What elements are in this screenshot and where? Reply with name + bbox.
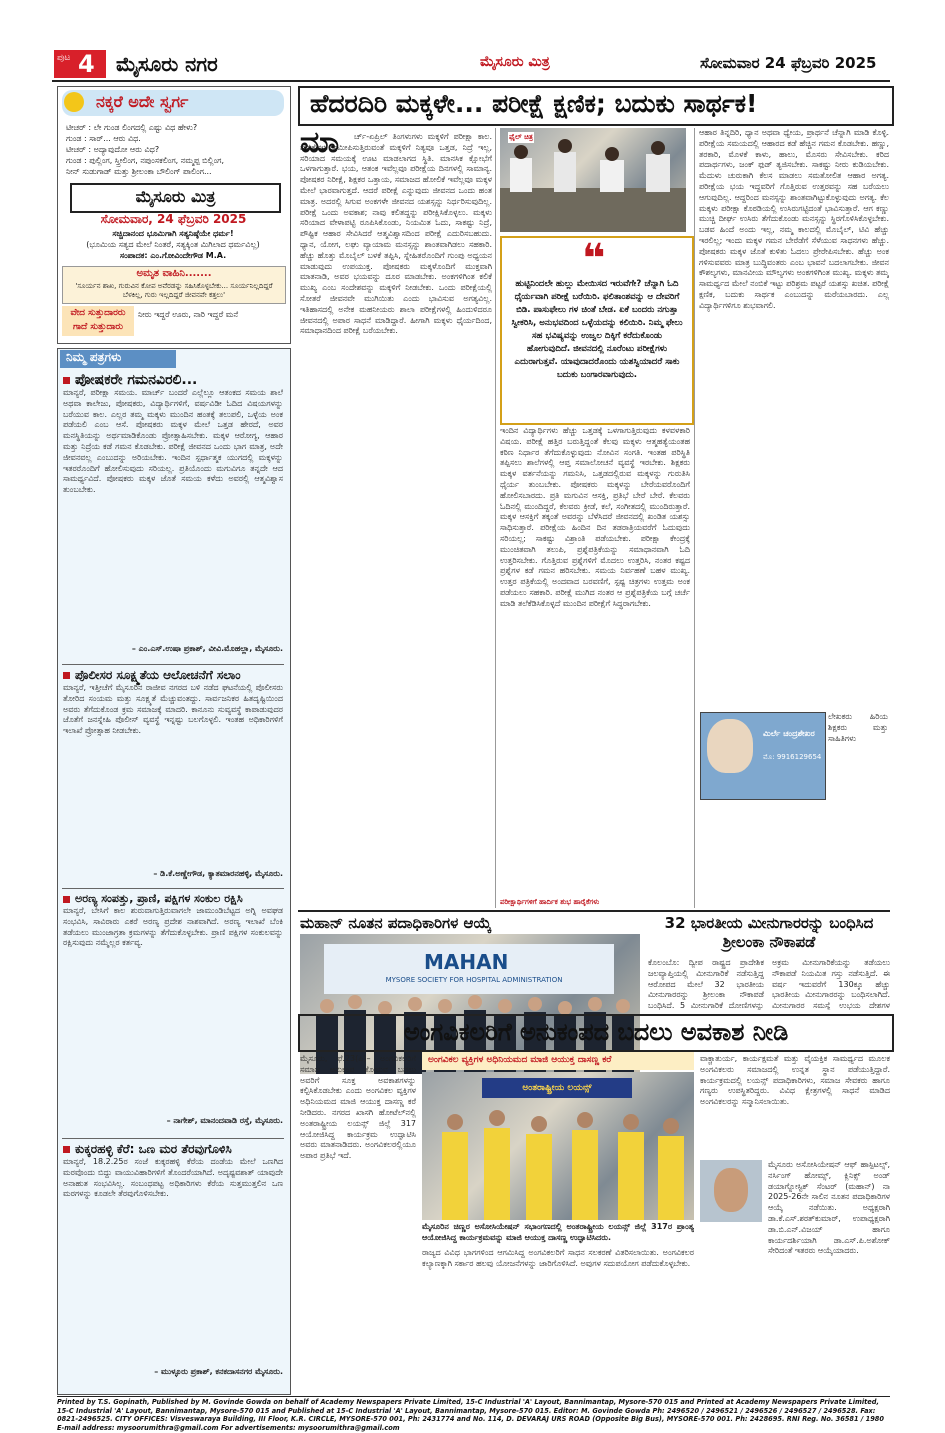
page-number-box bbox=[54, 50, 106, 78]
joke-line: ನೀನ್ ಸುಡುಗಾಡ್ ಮತ್ತು ಶ್ರೀಲಂಕಾ ಬೌಲಿಂಗ್ ಪಾಲಿಂಗ... bbox=[66, 167, 212, 176]
smiley-icon bbox=[64, 92, 84, 112]
pull-quote bbox=[500, 236, 694, 425]
letter-title: ಕುಕ್ಕರಹಳ್ಳಿ ಕೆರೆ: ಒಣ ಮರ ತೆರವುಗೊಳಿಸಿ bbox=[63, 1142, 283, 1157]
divider bbox=[62, 664, 284, 665]
letter-4 bbox=[63, 1142, 283, 1378]
imprint-footer: Printed by T.S. Gopinath, Published by M. Govinde Gowda on behalf of Academy Newspapers Private Limited, 15-C Industrial 'A' Layout, Bannimantap, Mysore-570 015 and Printed at Academy Newspapers Private Limited, 15-C Industrial 'A' Layout, Bannimantap, Mysore-570 015 and Published at 15-C Industrial 'A' Layout, Bannimantap, Mysore-570 015. Editor: M. Govinde Gowda Ph: 2496520 / 2496521 / 2496526 / 2496527 / 2496528. Fax: 0821-2496525. CITY OFFICES: Visveswaraya Building, III Floor, K.R. CIRCLE, MYSORE-570 001, Ph: 2431774 and No. 114, D. DEVARAJ URS ROAD (Opposite Big Bus), MYSORE-570 001. Ph: 2428695. RNI Reg. No. 36581 / 1980 E-mail address: mysoorumithra@gmail.com For advertisements: mysoorumithra@gmail.com bbox=[57, 1398, 884, 1433]
letters-heading: ನಿಮ್ಮ ಪತ್ರಗಳು bbox=[60, 350, 176, 368]
lions-event-photo bbox=[422, 1072, 694, 1220]
dignitary-face bbox=[714, 1168, 748, 1212]
author-name: ಮಿರ್ಲೆ ಚಂದ್ರಶೇಖರ bbox=[763, 729, 815, 738]
lions-people-illustration bbox=[422, 1072, 694, 1220]
letter-body: ಮಾನ್ಯರೆ, 18.2.25ರ ಸಂಜೆ ಕುಕ್ಕರಹಳ್ಳಿ ಕೆರೆಯ ದಂಡೆಯ ಮೇಲೆ ಒಣಗಿದ ಮರವೊಂದು ಬಿದ್ದು ವಾಯುವಿಹಾರಿಗಳಿಗೆ ತೊಂದರೆಯಾಗಿದೆ. ಅದೃಷ್ಟವಶಾತ್ ಯಾವುದೇ ಅನಾಹುತ ಸಂಭವಿಸಿಲ್ಲ. ಸಂಬಂಧಪಟ್ಟ ಅಧಿಕಾರಿಗಳು ಕೆರೆಯ ಸುತ್ತಮುತ್ತಲಿನ ಒಣ ಮರಗಳನ್ನು ಕೂಡಲೇ ತೆರವುಗೊಳಿಸಬೇಕು. bbox=[63, 1157, 283, 1199]
lead-headline-box bbox=[298, 86, 894, 126]
disability-col2: ರಾಜ್ಯದ ವಿವಿಧ ಭಾಗಗಳಿಂದ ಆಗಮಿಸಿದ್ದ ಅಂಗವಿಕಲರಿಗೆ ಸಾಧನ ಸಲಕರಣೆ ವಿತರಿಸಲಾಯಿತು. ಅಂಗವಿಕಲರ ಕಲ್ಯಾಣಕ್ಕಾಗಿ ಸರ್ಕಾರ ಹಲವು ಯೋಜನೆಗಳನ್ನು ಜಾರಿಗೊಳಿಸಿದೆ. ಅವುಗಳ ಸದುಪಯೋಗ ಪಡೆದುಕೊಳ್ಳಬೇಕು. bbox=[422, 1248, 694, 1268]
masthead-date: ಸೋಮವಾರ, 24 ಫೆಬ್ರವರಿ 2025 bbox=[100, 212, 247, 226]
letter-1 bbox=[63, 372, 283, 655]
quote-mark-icon: ❝ bbox=[582, 236, 606, 282]
joke-text bbox=[66, 122, 282, 177]
lions-photo-caption: ಮೈಸೂರಿನ ಚಿಣ್ಣರ ಅಸೋಸಿಯೇಷನ್ ಸಭಾಂಗಣದಲ್ಲಿ ಅಂತರಾಷ್ಟ್ರೀಯ ಲಯನ್ಸ್ ಜಿಲ್ಲೆ 317ರ ಪ್ರಾಂತ್ಯ ಆಯೋಜಿಸಿದ್ದ ಕಾರ್ಯಕ್ರಮವನ್ನು ಮಾಜಿ ಆಯುಕ್ತ ದಾಸಣ್ಣ ಉದ್ಘಾಟಿಸಿದರು. bbox=[422, 1222, 694, 1242]
disability-col3: ವಾಕ್ಚಾತುರ್ಯ, ಕಾರ್ಯಕ್ಷಮತೆ ಮತ್ತು ವೈಯಕ್ತಿಕ ಸಾಮರ್ಥ್ಯದ ಮೂಲಕ ಅಂಗವಿಕಲರು ಸಮಾಜದಲ್ಲಿ ಉನ್ನತ ಸ್ಥಾನ ಪಡೆಯುತ್ತಿದ್ದಾರೆ. ಕಾರ್ಯಕ್ರಮದಲ್ಲಿ ಲಯನ್ಸ್ ಪದಾಧಿಕಾರಿಗಳು, ಸಮಾಜ ಸೇವಕರು ಹಾಗೂ ಗಣ್ಯರು ಉಪಸ್ಥಿತರಿದ್ದರು. ವಿವಿಧ ಕ್ಷೇತ್ರಗಳಲ್ಲಿ ಸಾಧನೆ ಮಾಡಿದ ಅಂಗವಿಕಲರನ್ನು ಸನ್ಮಾನಿಸಲಾಯಿತು. bbox=[700, 1054, 890, 1107]
column-rule bbox=[495, 128, 496, 908]
author-phone: ಮೊ: 9916129654 bbox=[763, 753, 822, 761]
nakkare-title: ನಕ್ಕರೆ ಅದೇ ಸ್ವರ್ಗ bbox=[96, 92, 189, 111]
motto bbox=[62, 228, 284, 261]
exam-hall-photo bbox=[500, 128, 686, 232]
pull-quote-text: ಹುಟ್ಟಿನಿಂದಲೇ ಹುಲ್ಲು ಮೇಯಿಸದ ಇರುವೆಗೇ? ಚೆನ್ನಾಗಿ ಓದಿ ಧೈರ್ಯವಾಗಿ ಪರೀಕ್ಷೆ ಬರೆಯಿರಿ. ಫಲಿತಾಂಶವನ್ನು ಆ ದೇವರಿಗೆ ಬಿಡಿ. ಪಾಸುಫೇಲು ಗಳ ಚಿಂತೆ ಬೇಡ. ಏಕೆ ಬಂದರು ನಗುತ್ತಾ ಸ್ವೀಕರಿಸಿ, ಅನುಭವದಿಂದ ಒಳ್ಳೆಯದನ್ನು ಕಲಿಯಿರಿ. ನಿಮ್ಮ ಫೇಲು ಸಹ ಭವಿಷ್ಯವನ್ನು ಉಜ್ವಲ ದಿಕ್ಕಿಗೆ ಕರೆದುಕೊಂಡು ಹೋಗುವುದಿದೆ. ಜೀವನದಲ್ಲಿ ನೂರೆಂಟು ಪರೀಕ್ಷೆಗಳು ಎದುರಾಗುತ್ತವೆ. ಯಾವುದಾದರೊಂದು ಯಶಸ್ವಿಯಾದರೆ ಸಾಕು ಬದುಕು ಬಂಗಾರವಾಗುವುದು. bbox=[511, 279, 683, 380]
fishermen-title: 32 ಭಾರತೀಯ ಮೀನುಗಾರರನ್ನು ಬಂಧಿಸಿದ ಶ್ರೀಲಂಕಾ ನೌಕಾಪಡೆ bbox=[664, 914, 874, 951]
issue-date: ಸೋಮವಾರ 24 ಫೆಬ್ರವರಿ 2025 bbox=[700, 54, 877, 72]
divider bbox=[62, 888, 284, 889]
drop-cap-letter: ಮಾ bbox=[300, 125, 340, 160]
mahan-title: ಮಹಾನ್ ನೂತನ ಪದಾಧಿಕಾರಿಗಳ ಆಯ್ಕೆ bbox=[300, 914, 492, 932]
masthead-small: ಮೈಸೂರು ಮಿತ್ರ bbox=[480, 54, 550, 70]
disability-headline-box bbox=[298, 1014, 894, 1052]
page-label: ಪುಟ bbox=[57, 53, 71, 63]
proverb-label: ವೇದ ಸುತ್ತುದಾರರು ಗಾದೆ ಸುತ್ತುದಾರು bbox=[62, 306, 134, 336]
joke-line: ಟೀಚರ್ : ಲೇ ಗುಂಡ ಲಿಂಗದಲ್ಲಿ ಎಷ್ಟು ವಿಧ ಹೇಳು? bbox=[66, 123, 198, 132]
letter-2 bbox=[63, 668, 283, 880]
motto-line: ಸಚ್ಚಿದಾನಂದ ಭೂಮಿಗಾಗಿ ಸತ್ಯನಿಷ್ಠೆಯೇ ಧರ್ಮ! bbox=[112, 229, 234, 238]
disability-col3-cont: ಮೈಸೂರು ಅಸೋಸಿಯೇಷನ್ ಆಫ್ ಹಾಸ್ಪಿಟಲ್ಸ್, ನರ್ಸಿಂಗ್ ಹೋಮ್ಸ್, ಕ್ಲಿನಿಕ್ಸ್ ಅಂಡ್ ಡಯಾಗ್ನೋಸ್ಟಿಕ್ ಸೆಂಟರ್ (ಮಹಾನ್) ನಾ 2025-26ನೇ ಸಾಲಿನ ನೂತನ ಪದಾಧಿಕಾರಿಗಳ ಆಯ್ಕೆ ನಡೆಯಿತು. ಅಧ್ಯಕ್ಷರಾಗಿ ಡಾ.ಕೆ.ಎಸ್.ಶರತ್‌ಕುಮಾರ್, ಉಪಾಧ್ಯಕ್ಷರಾಗಿ ಡಾ.ಬಿ.ಎನ್.ವಿಜಯ್ ಹಾಗೂ ಕಾರ್ಯದರ್ಶಿಯಾಗಿ ಡಾ.ಎಸ್.ಪಿ.ಅಶೋಕ್ ಸೇರಿದಂತೆ ಇತರರು ಆಯ್ಕೆಯಾದರು. bbox=[768, 1160, 890, 1256]
masthead-box-title: ಮೈಸೂರು ಮಿತ್ರ bbox=[135, 187, 216, 206]
page-number: 4 bbox=[78, 50, 95, 78]
author-note: ಲೇಖಕರು ಹಿರಿಯ ಶಿಕ್ಷಕರು ಮತ್ತು ಸಾಹಿತಿಗಳು bbox=[828, 712, 888, 743]
fishermen-title-box bbox=[648, 914, 890, 952]
lead-article-col2: ಇಂದಿನ ವಿದ್ಯಾರ್ಥಿಗಳು ಹೆಚ್ಚು ಒತ್ತಡಕ್ಕೆ ಒಳಗಾಗುತ್ತಿರುವುದು ಕಳವಳಕಾರಿ ವಿಷಯ. ಪರೀಕ್ಷೆ ಹತ್ತಿರ ಬರುತ್ತಿದ್ದಂತೆ ಕೆಲವು ಮಕ್ಕಳು ಆತ್ಮಹತ್ಯೆಯಂತಹ ಕಠಿಣ ನಿರ್ಧಾರ ತೆಗೆದುಕೊಳ್ಳುವುದು ನೋವಿನ ಸಂಗತಿ. ಇಂತಹ ಪರಿಸ್ಥಿತಿ ತಪ್ಪಿಸಲು ಶಾಲೆಗಳಲ್ಲಿ ಆಪ್ತ ಸಮಾಲೋಚನೆ ವ್ಯವಸ್ಥೆ ಇರಬೇಕು. ಶಿಕ್ಷಕರು ಮಕ್ಕಳ ವರ್ತನೆಯನ್ನು ಗಮನಿಸಿ, ಒತ್ತಡದಲ್ಲಿರುವ ಮಕ್ಕಳನ್ನು ಗುರುತಿಸಿ ಧೈರ್ಯ ತುಂಬಬೇಕು. ಪೋಷಕರು ಮಕ್ಕಳನ್ನು ಬೇರೆಯವರೊಂದಿಗೆ ಹೋಲಿಸಬಾರದು. ಪ್ರತಿ ಮಗುವಿನ ಆಸಕ್ತಿ, ಪ್ರತಿಭೆ ಬೇರೆ ಬೇರೆ. ಕೆಲವರು ಓದಿನಲ್ಲಿ ಮುಂದಿದ್ದರೆ, ಕೆಲವರು ಕ್ರೀಡೆ, ಕಲೆ, ಸಂಗೀತದಲ್ಲಿ ಮುಂದಿರುತ್ತಾರೆ. ಮಕ್ಕಳ ಆಸಕ್ತಿಗೆ ತಕ್ಕಂತೆ ಅವರನ್ನು ಬೆಳೆಸಿದರೆ ಜೀವನದಲ್ಲಿ ಖಂಡಿತ ಯಶಸ್ಸು ಸಾಧಿಸುತ್ತಾರೆ. ಪರೀಕ್ಷೆಯ ಹಿಂದಿನ ದಿನ ತಡರಾತ್ರಿಯವರೆಗೆ ಓದುವುದು ಸರಿಯಲ್ಲ; ಸಾಕಷ್ಟು ವಿಶ್ರಾಂತಿ ಪಡೆಯಬೇಕು. ಪರೀಕ್ಷಾ ಕೇಂದ್ರಕ್ಕೆ ಮುಂಚಿತವಾಗಿ ತಲುಪಿ, ಪ್ರಶ್ನೆಪತ್ರಿಕೆಯನ್ನು ಸಮಾಧಾನವಾಗಿ ಓದಿ ಉತ್ತರಿಸಬೇಕು. ಗೊತ್ತಿರುವ ಪ್ರಶ್ನೆಗಳಿಗೆ ಮೊದಲು ಉತ್ತರಿಸಿ, ನಂತರ ಕಷ್ಟದ ಪ್ರಶ್ನೆಗಳ ಕಡೆ ಗಮನ ಹರಿಸಬೇಕು. ಸಮಯ ನಿರ್ವಹಣೆ ಬಹಳ ಮುಖ್ಯ. ಉತ್ತರ ಪತ್ರಿಕೆಯಲ್ಲಿ ಅಂದವಾದ ಬರವಣಿಗೆ, ಸ್ಪಷ್ಟ ಚಿತ್ರಗಳು ಉತ್ತಮ ಅಂಕ ಪಡೆಯಲು ಸಹಕಾರಿ. ಪರೀಕ್ಷೆ ಮುಗಿದ ನಂತರ ಆ ಪ್ರಶ್ನೆಪತ್ರಿಕೆಯ ಬಗ್ಗೆ ಚರ್ಚೆ ಮಾಡಿ ತಲೆಕೆಡಿಸಿಕೊಳ್ಳದೆ ಮುಂದಿನ ಪರೀಕ್ಷೆಗೆ ಸಿದ್ಧರಾಗಬೇಕು. bbox=[500, 426, 690, 608]
disability-headline: ಅಂಗವಿಕಲರಿಗೆ ಅನುಕಂಪದ ಬದಲು ಅವಕಾಶ ನೀಡಿ bbox=[403, 1018, 789, 1046]
mahan-banner-title: MAHAN bbox=[424, 950, 509, 974]
editor-line: ಸಂಪಾದಕ: ಎಂ.ಗೋವಿಂದೇಗೌಡ M.A. bbox=[119, 251, 227, 260]
proverb-box bbox=[62, 306, 284, 336]
dignitary-photo bbox=[700, 1160, 762, 1222]
column-rule bbox=[694, 128, 695, 908]
letter-signature: – ಡಿ.ಕೆ.ಅಣ್ಣೇಗೌಡ, ಕ್ಯಾತಮಾರನಹಳ್ಳಿ, ಮೈಸೂರು. bbox=[153, 869, 283, 878]
stage-banner: ಅಂತರಾಷ್ಟ್ರೀಯ ಲಯನ್ಸ್ bbox=[482, 1078, 632, 1098]
disability-kicker: ಅಂಗವಿಕಲ ವ್ಯಕ್ತಿಗಳ ಅಧಿನಿಯಮದ ಮಾಜಿ ಆಯುಕ್ತ ದಾಸಣ್ಣ ಕರೆ bbox=[428, 1055, 612, 1065]
masthead-box bbox=[70, 183, 281, 213]
author-photo bbox=[707, 719, 753, 773]
disability-kicker-box bbox=[422, 1052, 694, 1070]
amrutha-quote: 'ಸೂರ್ಯನ ಶಾಖ, ಗುರುವಿನ ಕೋಪ ಅವೆರಡನ್ನು ಸಹಿಸಿಕೊಳ್ಳಬೇಕು... ಸೂರ್ಯನಿಲ್ಲದಿದ್ದರೆ ಬೆಳಕಿಲ್ಲ, ಗುರು ಇಲ್ಲದಿದ್ದರೆ ಜೀವನವೇ ಕತ್ತಲು' bbox=[75, 282, 273, 299]
lead-article-col1: ರ್ಚ್-ಏಪ್ರಿಲ್ ತಿಂಗಳುಗಳು ಮಕ್ಕಳಿಗೆ ಪರೀಕ್ಷಾ ಕಾಲ. ಪರೀಕ್ಷೆಗಳು ಸಮೀಪಿಸುತ್ತಿರುವಂತೆ ಮಕ್ಕಳಿಗೆ ನಿತ್ಯವೂ ಒತ್ತಡ, ನಿದ್ರೆ ಇಲ್ಲ, ಸರಿಯಾದ ಸಮಯಕ್ಕೆ ಊಟ ಮಾಡಲಾಗದ ಸ್ಥಿತಿ. ಮಾನಸಿಕ ಕ್ಷೋಭೆಗೆ ಒಳಗಾಗುತ್ತಾರೆ. ಭಯ, ಆತಂಕ ಇವೆಲ್ಲವೂ ಪರೀಕ್ಷೆಯ ದಿನಗಳಲ್ಲಿ ಸಾಮಾನ್ಯ. ಪೋಷಕರ ನಿರೀಕ್ಷೆ, ಶಿಕ್ಷಕರ ಒತ್ತಾಯ, ಸಮಾಜದ ಹೋಲಿಕೆ ಇವೆಲ್ಲವೂ ಮಕ್ಕಳ ಮೇಲೆ ಭಾರವಾಗುತ್ತದೆ. ಆದರೆ ಪರೀಕ್ಷೆ ಎನ್ನುವುದು ಜೀವನದ ಒಂದು ಹಂತ ಮಾತ್ರ. ಅದರಲ್ಲಿ ಸಿಗುವ ಅಂಕಗಳೇ ಜೀವನದ ಯಶಸ್ಸನ್ನು ನಿರ್ಧರಿಸುವುದಿಲ್ಲ. ಪರೀಕ್ಷೆ ಒಂದು ಅವಕಾಶ; ನಾವು ಕಲಿತದ್ದನ್ನು ಪರೀಕ್ಷಿಸಿಕೊಳ್ಳಲು. ಮಕ್ಕಳು ಸರಿಯಾದ ವೇಳಾಪಟ್ಟಿ ರೂಪಿಸಿಕೊಂಡು, ನಿಯಮಿತ ಓದು, ಸಾಕಷ್ಟು ನಿದ್ರೆ, ಪೌಷ್ಟಿಕ ಆಹಾರ ಸೇವಿಸಿದರೆ ಆತ್ಮವಿಶ್ವಾಸದಿಂದ ಪರೀಕ್ಷೆ ಎದುರಿಸಬಹುದು. ಧ್ಯಾನ, ಯೋಗ, ಲಘು ವ್ಯಾಯಾಮ ಮನಸ್ಸನ್ನು ಶಾಂತವಾಗಿಡಲು ಸಹಕಾರಿ. ಹೆಚ್ಚು ಹೊತ್ತು ಮೊಬೈಲ್ ಬಳಕೆ ತಪ್ಪಿಸಿ, ಸ್ನೇಹಿತರೊಂದಿಗೆ ಗುಂಪು ಅಧ್ಯಯನ ಮಾಡುವುದು ಉಪಯುಕ್ತ. ಪೋಷಕರು ಮಕ್ಕಳೊಂದಿಗೆ ಮುಕ್ತವಾಗಿ ಮಾತನಾಡಿ, ಅವರ ಭಯವನ್ನು ದೂರ ಮಾಡಬೇಕು. ಅಂಕಗಳಿಗಿಂತ ಕಲಿಕೆ ಮುಖ್ಯ ಎಂಬ ಸಂದೇಶವನ್ನು ಮಕ್ಕಳಿಗೆ ನೀಡಬೇಕು. ಒಂದು ಪರೀಕ್ಷೆಯಲ್ಲಿ ಸೋತರೆ ಜೀವನವೇ ಮುಗಿಯಿತು ಎಂದು ಭಾವಿಸುವ ಅಗತ್ಯವಿಲ್ಲ. ಇತಿಹಾಸದಲ್ಲಿ ಅನೇಕ ಮಹನೀಯರು ಶಾಲಾ ಪರೀಕ್ಷೆಗಳಲ್ಲಿ ಹಿಂದುಳಿದರೂ ಜೀವನದಲ್ಲಿ ಅಪಾರ ಸಾಧನೆ ಮಾಡಿದ್ದಾರೆ. ಹೀಗಾಗಿ ಮಕ್ಕಳು ಧೈರ್ಯದಿಂದ, ಸಮಾಧಾನದಿಂದ ಪರೀಕ್ಷೆ ಬರೆಯಬೇಕು. bbox=[300, 132, 492, 336]
footer-rule bbox=[57, 1396, 890, 1397]
lead-footer-caption: ಪರೀಕ್ಷಾರ್ಥಿಗಳಿಗೆ ಹಾರ್ದಿಕ ಶುಭ ಹಾರೈಕೆಗಳು bbox=[500, 898, 600, 906]
joke-line: ಗುಂಡ : ಪುಲ್ಲಿಂಗ, ಸ್ತ್ರೀಲಿಂಗ, ನಪುಂಸಕಲಿಂಗ, ನಮ್ಮಪ್ಪ ಬಿಲ್ಲಿಂಗ, bbox=[66, 156, 225, 165]
amrutha-title: ಅಮೃತ ವಾಹಿನಿ....... bbox=[136, 268, 212, 279]
fishermen-col1: ಕೊಲಂಬೊ: ದ್ವೀಪ ರಾಷ್ಟ್ರದ ಪ್ರಾದೇಶಿಕ ಜಲವ್ಯಾಪ್ತಿಯಲ್ಲಿ ಮೀನುಗಾರಿಕೆ ನಡೆಸುತ್ತಿದ್ದ ಆರೋಪದ ಮೇಲೆ 32 ಭಾರತೀಯ ಮೀನುಗಾರರನ್ನು ಶ್ರೀಲಂಕಾ ನೌಕಾಪಡೆ ಬಂಧಿಸಿದೆ. 5 ಮೀನುಗಾರಿಕೆ ದೋಣಿಗಳನ್ನು bbox=[648, 958, 764, 1010]
letter-body: ಮಾನ್ಯರೆ, ಪರೀಕ್ಷಾ ಸಮಯ. ಮಾರ್ಚ್ ಬಂದರೆ ಎಲ್ಲೆಲ್ಲೂ ಆತಂಕದ ಸಮಯ ಶಾಲೆ ಅಥವಾ ಕಾಲೇಜು, ಪೋಷಕರು, ವಿದ್ಯಾರ್ಥಿಗಳಿಗೆ, ವರ್ಷವಿಡೀ ಓದಿದ ವಿಷಯಗಳನ್ನು ಬರೆಯುವ ಕಾಲ. ಎಲ್ಲರ ತಮ್ಮ ಮಕ್ಕಳು ಮುಂದಿನ ಹಂತಕ್ಕೆ ತಲುಪಲಿ, ಒಳ್ಳೆಯ ಅಂಕ ಪಡೆಯಲಿ ಎಂಬ ಆಸೆ. ಪೋಷಕರು ಮಕ್ಕಳ ಮೇಲೆ ಒತ್ತಡ ಹೇರದೆ, ಅವರ ಮನಸ್ಥಿತಿಯನ್ನು ಅರ್ಥಮಾಡಿಕೊಂಡು ಪ್ರೋತ್ಸಾಹಿಸಬೇಕು. ಮಕ್ಕಳ ಆರೋಗ್ಯ, ಆಹಾರ ಮತ್ತು ನಿದ್ರೆಯ ಕಡೆ ಗಮನ ಕೊಡಬೇಕು. ಪರೀಕ್ಷೆ ಜೀವನದ ಒಂದು ಭಾಗ ಮಾತ್ರ, ಅದೇ ಜೀವನವಲ್ಲ ಎಂಬುದನ್ನು ಅರಿಯಬೇಕು. ಇಂದಿನ ಸ್ಪರ್ಧಾತ್ಮಕ ಯುಗದಲ್ಲಿ ಮಕ್ಕಳನ್ನು ಇತರರೊಂದಿಗೆ ಹೋಲಿಸುವುದು ಸರಿಯಲ್ಲ. ಪ್ರತಿಯೊಂದು ಮಗುವಿಗೂ ತನ್ನದೇ ಆದ ಸಾಮರ್ಥ್ಯವಿದೆ. ಪೋಷಕರು ಮಕ್ಕಳ ಜೊತೆ ಸಮಯ ಕಳೆದು ಅವರಲ್ಲಿ ಆತ್ಮವಿಶ್ವಾಸ ತುಂಬಬೇಕು. bbox=[63, 388, 283, 495]
joke-line: ಗುಂಡ : ಸಾರ್... ಆರು ವಿಧ. bbox=[66, 134, 141, 143]
proverb-text: ನೀರು ಇದ್ದರೆ ಊರು, ನಾರಿ ಇದ್ದರೆ ಮನೆ bbox=[138, 310, 239, 319]
letter-title: ಪೋಷಕರೇ ಗಮನವಿರಲಿ... bbox=[63, 372, 283, 388]
fishermen-col2: ಅಕ್ರಮ ಮೀನುಗಾರಿಕೆಯನ್ನು ತಡೆಯಲು ನೌಕಾಪಡೆ ನಿಯಮಿತ ಗಸ್ತು ನಡೆಸುತ್ತಿದೆ. ಈ ವರ್ಷ ಇದುವರೆಗೆ 130ಕ್ಕೂ ಹೆಚ್ಚು ಭಾರತೀಯ ಮೀನುಗಾರರನ್ನು ಬಂಧಿಸಲಾಗಿದೆ. ಮೀನುಗಾರರ ಸಮಸ್ಯೆ ಉಭಯ ದೇಶಗಳ bbox=[772, 958, 890, 1010]
amrutha-vahini-box bbox=[62, 266, 286, 304]
letter-title: ಅರಣ್ಯ ಸಂಪತ್ತು, ಪ್ರಾಣಿ, ಪಕ್ಷಿಗಳ ಸಂಕುಲ ರಕ್ಷಿಸಿ bbox=[63, 892, 283, 906]
author-photo-box bbox=[700, 712, 826, 800]
nakkare-title-bar bbox=[62, 90, 284, 116]
section-divider bbox=[298, 910, 890, 912]
lead-article-col3: ಆಹಾರ ತಿನ್ನದಿರಿ, ಧ್ಯಾನ ಅಥವಾ ಧ್ಯೇಯ, ಪ್ರಾರ್ಥನೆ ಚೆನ್ನಾಗಿ ಮಾಡಿ ಕೊಳ್ಳಿ. ಪರೀಕ್ಷೆಯ ಸಮಯದಲ್ಲಿ ಆಹಾರದ ಕಡೆ ಹೆಚ್ಚಿನ ಗಮನ ಕೊಡಬೇಕು. ಹಣ್ಣು, ತರಕಾರಿ, ಮೊಳಕೆ ಕಾಳು, ಹಾಲು, ಮೊಸರು ಸೇವಿಸಬೇಕು. ಕರಿದ ಪದಾರ್ಥಗಳು, ಜಂಕ್ ಫುಡ್ ತ್ಯಜಿಸಬೇಕು. ಸಾಕಷ್ಟು ನೀರು ಕುಡಿಯಬೇಕು. ಮೆದುಳು ಚುರುಕಾಗಿ ಕೆಲಸ ಮಾಡಲು ಸಮತೋಲಿತ ಆಹಾರ ಅಗತ್ಯ. ಪರೀಕ್ಷೆಯ ಭಯ ಇದ್ದವರಿಗೆ ಗೊತ್ತಿರುವ ಉತ್ತರವನ್ನು ಸಹ ಬರೆಯಲು ಆಗುವುದಿಲ್ಲ. ಆದ್ದರಿಂದ ಮನಸ್ಸನ್ನು ಶಾಂತವಾಗಿಟ್ಟುಕೊಳ್ಳುವುದು ಅಗತ್ಯ. ಕೆಲ ಮಕ್ಕಳು ಪರೀಕ್ಷಾ ಕೊಠಡಿಯಲ್ಲಿ ಉಸಿರುಗಟ್ಟಿದಂತೆ ಭಾವಿಸುತ್ತಾರೆ. ಆಗ ಕಣ್ಣು ಮುಚ್ಚಿ ದೀರ್ಘ ಉಸಿರು ತೆಗೆದುಕೊಂಡು ಮನಸ್ಸನ್ನು ಸ್ಥಿರಗೊಳಿಸಿಕೊಳ್ಳಬೇಕು. ಬಡವ ಹಿಂದೆ ಅಂದು ಇಲ್ಲ, ನಮ್ಮ ಕಾಲದಲ್ಲಿ ಮೊಬೈಲ್, ಟಿವಿ ಹೆಚ್ಚು ಇರಲಿಲ್ಲ; ಇಂದು ಮಕ್ಕಳ ಗಮನ ಬೇರೆಡೆಗೆ ಸೆಳೆಯುವ ಸಾಧನಗಳು ಹೆಚ್ಚು. ಪೋಷಕರು ಮಕ್ಕಳ ಜೊತೆ ಕುಳಿತು ಓದಲು ಪ್ರೇರೇಪಿಸಬೇಕು. ಹೆಚ್ಚು ಅಂಕ ಗಳಿಸುವವರು ಮಾತ್ರ ಬುದ್ಧಿವಂತರು ಎಂಬ ಭಾವನೆ ಬದಲಾಗಬೇಕು. ಜೀವನ ಕೌಶಲ್ಯಗಳು, ಮಾನವೀಯ ಮೌಲ್ಯಗಳು ಅಂಕಗಳಿಗಿಂತ ಮುಖ್ಯ. ಮಕ್ಕಳು ತಮ್ಮ ಸಾಮರ್ಥ್ಯದ ಮೇಲೆ ನಂಬಿಕೆ ಇಟ್ಟು ಪರಿಶ್ರಮ ಪಟ್ಟರೆ ಯಶಸ್ಸು ಖಚಿತ. ಪರೀಕ್ಷೆ ಕ್ಷಣಿಕ, ಬದುಕು ಸಾರ್ಥಕ ಎಂಬುದನ್ನು ಮರೆಯಬಾರದು. ಎಲ್ಲ ವಿದ್ಯಾರ್ಥಿಗಳಿಗೂ ಶುಭವಾಗಲಿ. bbox=[699, 128, 889, 310]
letter-signature: – ನಾಗೇಶ್, ಮಾನಂದವಾಡಿ ರಸ್ತೆ, ಮೈಸೂರು. bbox=[166, 1116, 283, 1125]
letter-3 bbox=[63, 892, 283, 1127]
section-name: ಮೈಸೂರು ನಗರ bbox=[116, 52, 218, 76]
divider bbox=[62, 1138, 284, 1139]
joke-line: ಟೀಚರ್ : ಅದ್ಯಾವುದೋ ಆರು ವಿಧ? bbox=[66, 145, 160, 154]
letter-body: ಮಾನ್ಯರೆ, ಬೇಸಿಗೆ ಕಾಲ ಶುರುವಾಗುತ್ತಿರುವಾಗಲೇ ಜಾಮುಂಡಿಬೆಟ್ಟದ ಅಗ್ನಿ ಅವಘಡ ಸಂಭವಿಸಿ, ಸಾವಿರಾರು ಎಕರೆ ಅರಣ್ಯ ಪ್ರದೇಶ ನಾಶವಾಗಿದೆ. ಅರಣ್ಯ ಇಲಾಖೆ ಬೆಂಕಿ ತಡೆಯಲು ಮುಂಜಾಗ್ರತಾ ಕ್ರಮಗಳನ್ನು ತೆಗೆದುಕೊಳ್ಳಬೇಕು. ಪ್ರಾಣಿ ಪಕ್ಷಿಗಳ ಸಂಕುಲವನ್ನು ರಕ್ಷಿಸುವುದು ನಮ್ಮೆಲ್ಲರ ಕರ್ತವ್ಯ. bbox=[63, 906, 283, 948]
letter-signature: – ಎಂ.ಎಸ್.ಉಷಾ ಪ್ರಕಾಶ್, ವೀವಿ.ಮೊಹಲ್ಲಾ, ಮೈಸೂರು. bbox=[131, 644, 283, 653]
letter-title: ಪೊಲೀಸರ ಸೂಕ್ಷ್ಮತೆಯ ಆಲೋಚನೆಗೆ ಸಲಾಂ bbox=[63, 668, 283, 683]
motto-line: (ಭೂಮಿಯ ಸತ್ಯದ ಮೇಲೆ ನಿಂತರೆ, ಸತ್ಯಕ್ಕಿಂತ ಮಿಗಿಲಾದ ಧರ್ಮವಿಲ್ಲ) bbox=[86, 240, 260, 249]
letter-signature: – ಮುಳ್ಳೂರು ಪ್ರಕಾಶ್, ಕನಕದಾಸನಗರ ಮೈಸೂರು. bbox=[154, 1367, 283, 1376]
photo-tag: ಫೈಲ್ ಚಿತ್ರ bbox=[509, 133, 533, 141]
exam-hall-illustration bbox=[500, 128, 686, 232]
mahan-banner-sub: MYSORE SOCIETY FOR HOSPITAL ADMINISTRATION bbox=[385, 976, 563, 984]
lead-headline: ಹೆದರದಿರಿ ಮಕ್ಕಳೇ... ಪರೀಕ್ಷೆ ಕ್ಷಣಿಕ; ಬದುಕು ಸಾರ್ಥಕ! bbox=[310, 89, 758, 118]
disability-col1: ಮೈಸೂರು, ಫೆ.23(ಪಿ)– ಅಂಗವಿಕಲರಿಗೆ ಸಮಾಜ ಅನುಕಂಪ ತೋರುವ ಬದಲು ಅವರಿಗೆ ಸೂಕ್ತ ಅವಕಾಶಗಳನ್ನು ಕಲ್ಪಿಸಿಕೊಡಬೇಕು ಎಂದು ಅಂಗವಿಕಲ ವ್ಯಕ್ತಿಗಳ ಅಧಿನಿಯಮದ ಮಾಜಿ ಆಯುಕ್ತ ದಾಸಣ್ಣ ಕರೆ ನೀಡಿದರು. ನಗರದ ಖಾಸಗಿ ಹೋಟೆಲ್‌ನಲ್ಲಿ ಅಂತರಾಷ್ಟ್ರೀಯ ಲಯನ್ಸ್ ಜಿಲ್ಲೆ 317 ಆಯೋಜಿಸಿದ್ದ ಕಾರ್ಯಕ್ರಮ ಉದ್ಘಾಟಿಸಿ ಅವರು ಮಾತನಾಡಿದರು. ಅಂಗವಿಕಲರಲ್ಲಿಯೂ ಅಪಾರ ಪ್ರತಿಭೆ ಇದೆ. bbox=[300, 1054, 416, 1161]
letter-body: ಮಾನ್ಯರೆ, ಇತ್ತೀಚೆಗೆ ಮೈಸೂರಿನ ರಾಜೀವ ನಗರದ ಬಳಿ ನಡೆದ ಘಟನೆಯಲ್ಲಿ ಪೊಲೀಸರು ತೋರಿದ ಸಂಯಮ ಮತ್ತು ಸೂಕ್ಷ್ಮತೆ ಮೆಚ್ಚುವಂತದ್ದು. ಸಾರ್ವಜನಿಕರ ಹಿತದೃಷ್ಟಿಯಿಂದ ಅವರು ತೆಗೆದುಕೊಂಡ ಕ್ರಮ ಸಮಾಜಕ್ಕೆ ಮಾದರಿ. ಕಾನೂನು ಸುವ್ಯವಸ್ಥೆ ಕಾಪಾಡುವುದರ ಜೊತೆಗೆ ಜನಸ್ನೇಹಿ ಪೊಲೀಸ್ ವ್ಯವಸ್ಥೆ ಇನ್ನಷ್ಟು ಬಲಗೊಳ್ಳಲಿ. ಇಂತಹ ಅಧಿಕಾರಿಗಳಿಗೆ ಇಲಾಖೆ ಪ್ರೋತ್ಸಾಹ ನೀಡಬೇಕು. bbox=[63, 683, 283, 736]
